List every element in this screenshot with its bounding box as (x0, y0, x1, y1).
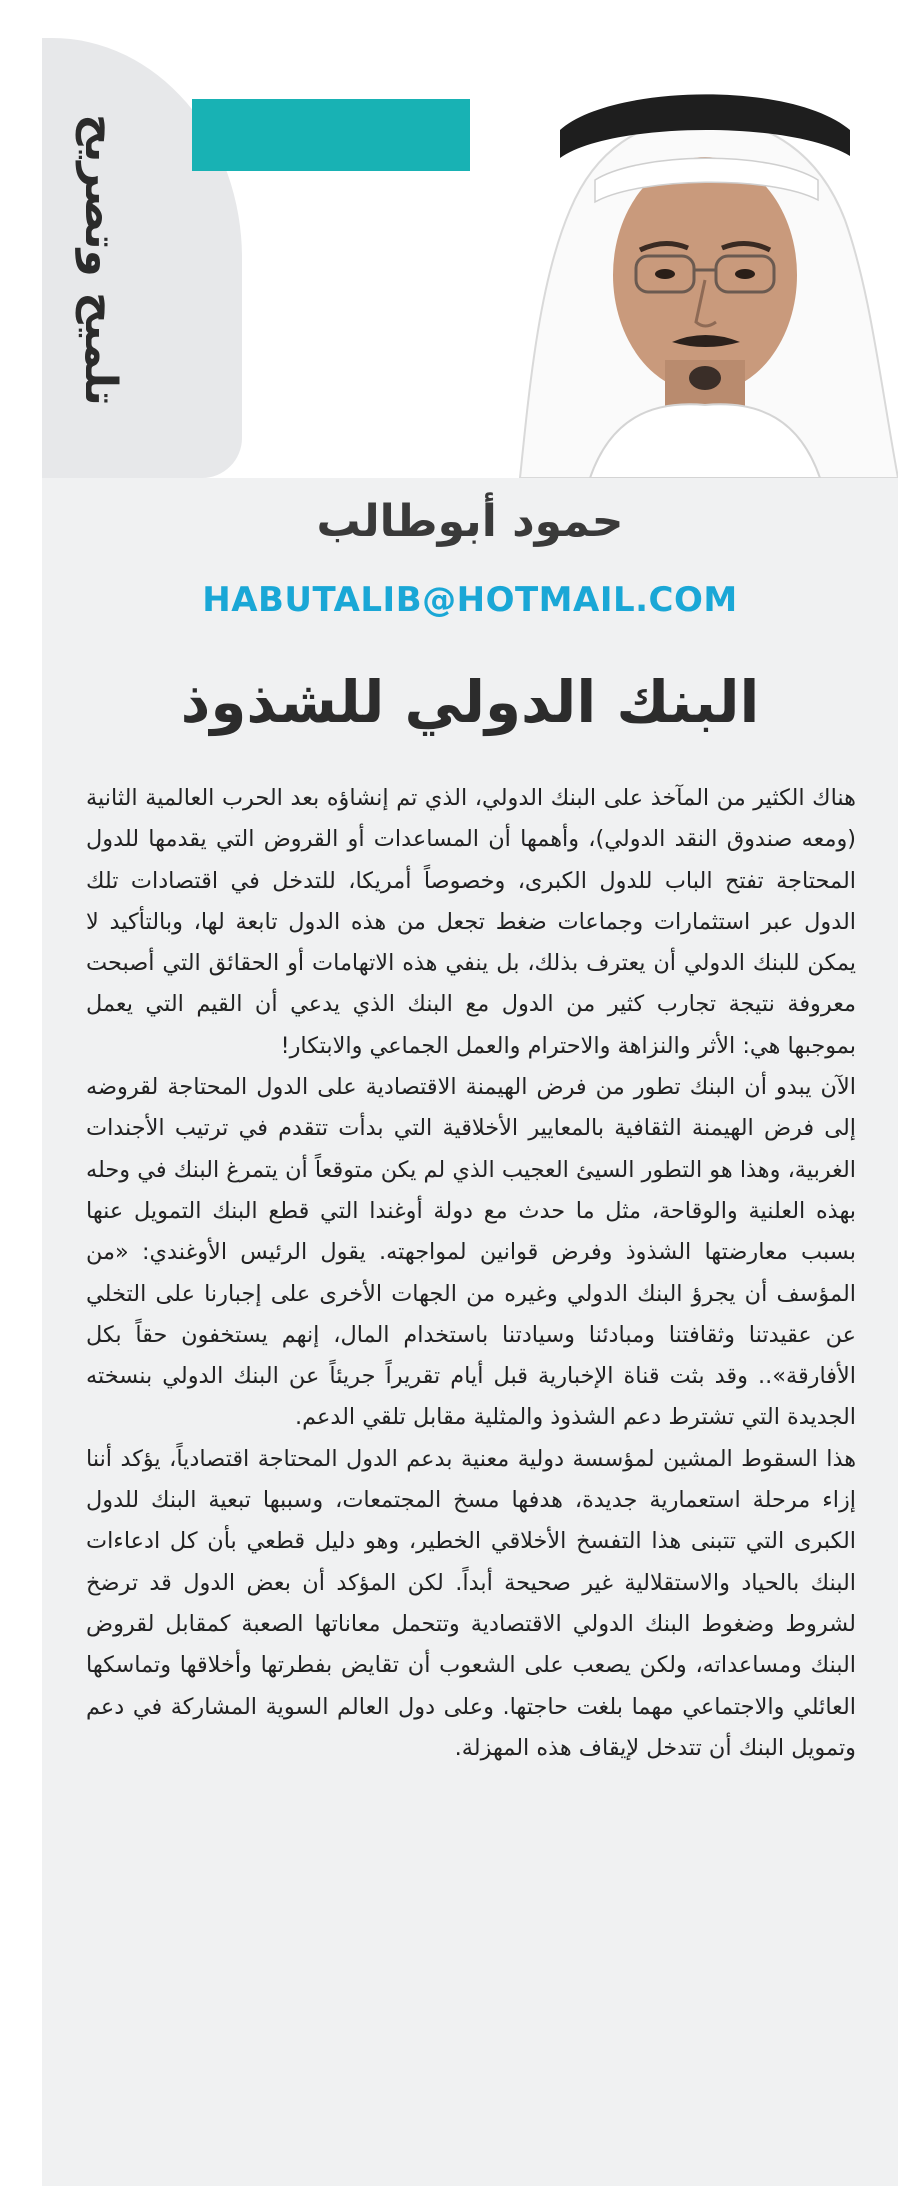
author-name: حمود أبوطالب (316, 496, 624, 547)
article-paragraph-2: الآن يبدو أن البنك تطور من فرض الهيمنة الاقتصادية على الدول المحتاجة لقروضه إلى فرض الهيمنة الثقافية بالمعايير الأخلاقية التي بدأت تتقدم في ترتيب الأجندات الغربية، وهذا هو التطور السيئ العجيب الذي لم يكن متوقعاً أن يتمرغ البنك في وحله بهذه العلنية والوقاحة، مثل ما حدث مع دولة أوغندا التي قطع البنك التمويل عنها بسبب معارضتها الشذوذ وفرض قوانين لمواجهته. يقول الرئيس الأوغندي: «من المؤسف أن يجرؤ البنك الدولي وغيره من الجهات الأخرى على إجبارنا على التخلي عن عقيدتنا وثقافتنا ومبادئنا وسيادتنا باستخدام المال، إنهم يستخفون حقاً بكل الأفارقة».. وقد بثت قناة الإخبارية قبل أيام تقريراً جريئاً عن البنك الدولي بنسخته الجديدة التي تشترط دعم الشذوذ والمثلية مقابل تلقي الدعم. (86, 1074, 856, 1431)
section-label: تلميح وتصريح (75, 114, 126, 406)
goatee-shape (689, 366, 721, 390)
article-headline: البنك الدولي للشذوذ (180, 668, 760, 736)
accent-bar (192, 99, 470, 171)
author-email-link[interactable]: HABUTALIB@HOTMAIL.COM (202, 580, 738, 620)
author-portrait (500, 60, 898, 478)
face-shape (613, 157, 797, 393)
right-eye (735, 269, 755, 279)
article-paragraph-3: هذا السقوط المشين لمؤسسة دولية معنية بدعم الدول المحتاجة اقتصادياً، يؤكد أننا إزاء مرحلة استعمارية جديدة، هدفها مسخ المجتمعات، وسببها تبعية البنك للدول الكبرى التي تتبنى هذا التفسخ الأخلاقي الخطير، وهو دليل قطعي بأن كل ادعاءات البنك بالحياد والاستقلالية غير صحيحة أبداً. لكن المؤكد أن بعض الدول قد ترضخ لشروط وضغوط البنك الدولي الاقتصادية وتتحمل معاناتها الصعبة كمقابل لقروض البنك ومساعداته، ولكن يصعب على الشعوب أن تقايض بفطرتها وأخلاقها وتماسكها العائلي والاجتماعي مهما بلغت حاجتها. وعلى دول العالم السوية المشاركة في دعم وتمويل البنك أن تتدخل لإيقاف هذه المهزلة. (86, 1445, 856, 1761)
article-paragraph-1: هناك الكثير من المآخذ على البنك الدولي، الذي تم إنشاؤه بعد الحرب العالمية الثانية (ومعه صندوق النقد الدولي)، وأهمها أن المساعدات أو القروض التي يقدمها للدول المحتاجة تفتح الباب للدول الكبرى، وخصوصاً أمريكا، للتدخل في اقتصادات تلك الدول عبر استثمارات وجماعات ضغط تجعل من هذه الدول تابعة لها، وبالتأكيد لا يمكن للبنك الدولي أن يعترف بذلك، بل ينفي هذه الاتهامات أو الحقائق التي أصبحت معروفة نتيجة تجارب كثير من الدول مع البنك الذي يدعي أن القيم التي يعمل بموجبها هي: الأثر والنزاهة والاحترام والعمل الجماعي والابتكار! (86, 785, 856, 1059)
left-eye (655, 269, 675, 279)
article-body (86, 778, 856, 1769)
